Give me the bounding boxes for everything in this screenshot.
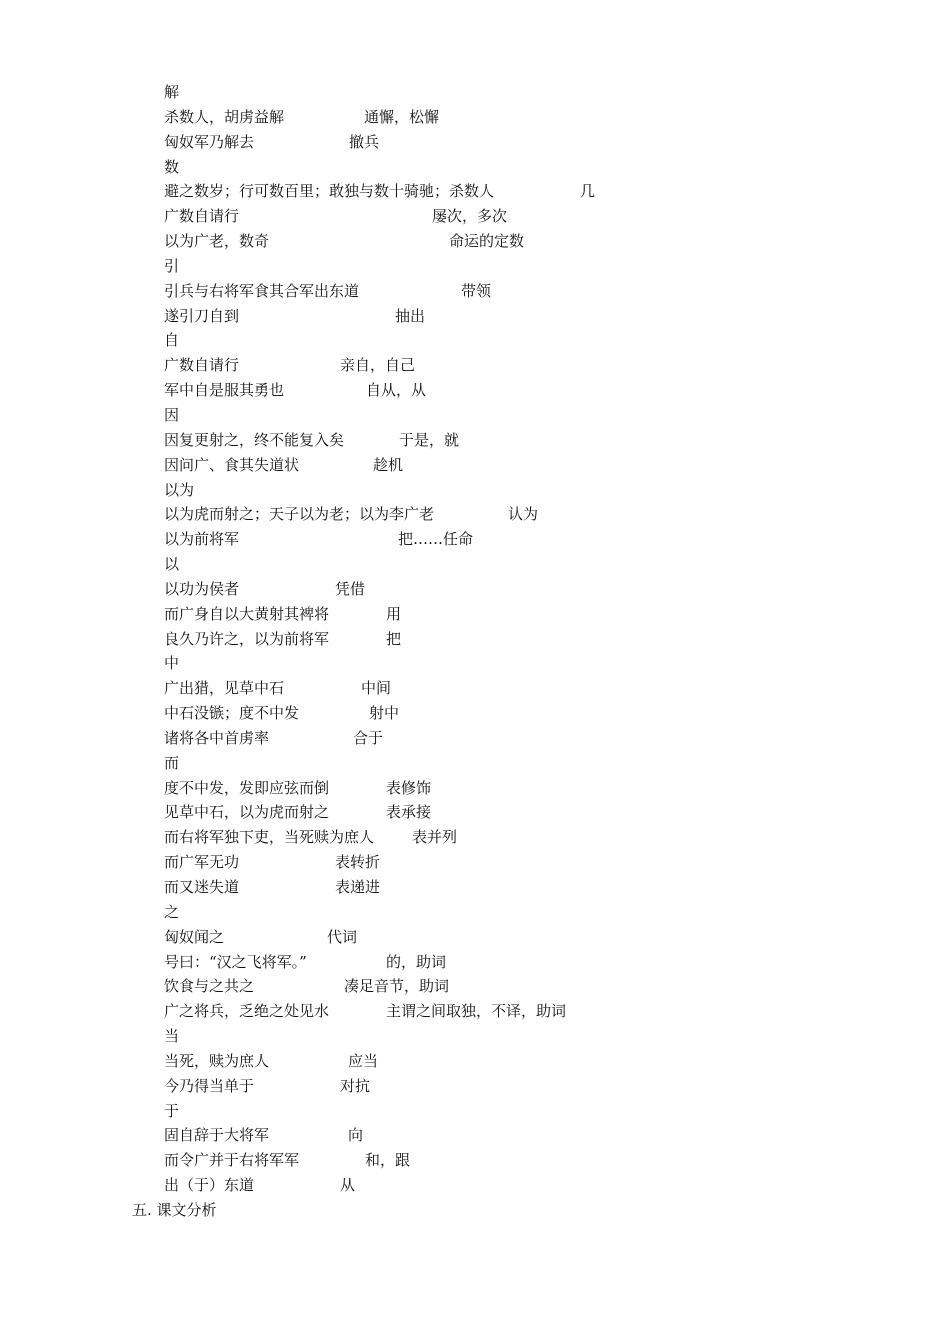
example-sentence: 度不中发，发即应弦而倒: [164, 778, 330, 797]
example-sentence: 诸将各中首虏率: [164, 728, 270, 747]
headword: 以为: [164, 480, 195, 499]
example-sentence: 饮食与之共之: [164, 977, 255, 996]
headword: 当: [164, 1027, 180, 1046]
headword-line: [0, 403, 950, 428]
example-line: [0, 204, 950, 229]
word-meaning: 几: [580, 182, 596, 201]
example-sentence: 良久乃许之，以为前将军: [164, 629, 330, 648]
headword: 而: [164, 753, 180, 772]
example-sentence: 杀数人，胡虏益解: [164, 107, 285, 126]
example-line: [0, 825, 950, 850]
word-meaning: 和，跟: [365, 1151, 411, 1170]
example-line: [0, 502, 950, 527]
example-sentence: 而又迷失道: [164, 878, 240, 896]
headword-line: [0, 651, 950, 676]
headword-line: [0, 254, 950, 279]
word-meaning: 对抗: [340, 1076, 371, 1095]
section-heading: 五. 课文分析: [132, 1200, 217, 1219]
example-line: [0, 279, 950, 304]
headword: 引: [164, 256, 180, 275]
headword: 以: [164, 555, 180, 574]
word-meaning: 表递进: [335, 878, 381, 896]
example-sentence: 广之将兵，乏绝之处见水: [164, 1002, 330, 1021]
word-meaning: 表修饰: [386, 778, 432, 797]
headword-line: [0, 751, 950, 776]
section-heading-line: [0, 1198, 950, 1223]
headword: 自: [164, 331, 180, 350]
example-sentence: 而右将军独下吏，当死赎为庶人: [164, 828, 375, 847]
headword: 之: [164, 902, 180, 921]
headword-line: [0, 478, 950, 503]
example-line: [0, 353, 950, 378]
headword: 于: [164, 1101, 180, 1120]
headword-line: [0, 900, 950, 925]
example-sentence: 以为虎而射之；天子以为老；以为李广老: [164, 505, 435, 524]
word-meaning: 自从，从: [366, 381, 427, 400]
word-meaning: 合于: [353, 728, 384, 747]
example-line: [0, 105, 950, 130]
example-line: [0, 602, 950, 627]
headword-line: [0, 1024, 950, 1049]
example-sentence: 广数自请行: [164, 356, 240, 375]
word-meaning: 主谓之间取独，不译，助词: [386, 1002, 567, 1021]
word-meaning: 凑足音节，助词: [344, 977, 450, 996]
word-meaning: 屡次，多次: [432, 207, 508, 226]
headword: 解: [164, 83, 180, 101]
example-sentence: 遂引刀自到: [164, 306, 240, 325]
word-meaning: 把: [386, 629, 402, 648]
example-line: [0, 726, 950, 751]
example-line: [0, 428, 950, 453]
example-sentence: 而广军无功: [164, 853, 240, 872]
example-sentence: 广出猎，见草中石: [164, 679, 285, 698]
example-line: [0, 378, 950, 403]
word-meaning: 认为: [508, 505, 539, 524]
example-line: [0, 950, 950, 975]
word-meaning: 趁机: [373, 455, 404, 474]
example-line: [0, 701, 950, 726]
word-meaning: 通懈，松懈: [364, 107, 440, 126]
example-line: [0, 676, 950, 701]
example-sentence: 以功为侯者: [164, 579, 240, 598]
headword: 中: [164, 654, 180, 673]
example-sentence: 引兵与右将军食其合军出东道: [164, 281, 360, 300]
example-line: [0, 130, 950, 155]
word-meaning: 凭借: [335, 579, 366, 598]
example-line: [0, 627, 950, 652]
example-sentence: 避之数岁；行可数百里；敢独与数十骑驰；杀数人: [164, 182, 495, 201]
example-line: [0, 229, 950, 254]
example-sentence: 以为前将军: [164, 530, 240, 549]
headword-line: [0, 80, 950, 105]
example-sentence: 当死，赎为庶人: [164, 1051, 270, 1070]
example-sentence: 广数自请行: [164, 207, 240, 226]
example-sentence: 见草中石，以为虎而射之: [164, 803, 330, 822]
headword-line: [0, 1099, 950, 1124]
word-meaning: 表承接: [386, 803, 432, 822]
example-line: [0, 453, 950, 478]
word-meaning: 抽出: [395, 306, 426, 325]
example-line: [0, 179, 950, 204]
word-meaning: 代词: [327, 927, 358, 946]
document-body: [0, 80, 950, 1223]
word-meaning: 于是，就: [399, 430, 460, 449]
headword: 因: [164, 405, 180, 424]
word-meaning: 的，助词: [386, 952, 447, 971]
word-meaning: 应当: [348, 1051, 379, 1070]
example-line: [0, 304, 950, 329]
example-sentence: 号曰：“汉之飞将军。”: [164, 952, 307, 971]
example-line: [0, 1049, 950, 1074]
word-meaning: 表并列: [412, 828, 458, 847]
word-meaning: 中间: [361, 679, 392, 698]
headword-line: [0, 155, 950, 180]
headword: 数: [164, 157, 180, 176]
example-sentence: 而广身自以大黄射其裨将: [164, 604, 330, 623]
word-meaning: 用: [386, 604, 402, 623]
example-sentence: 中石没镞；度不中发: [164, 704, 300, 723]
word-meaning: 向: [348, 1126, 364, 1145]
word-meaning: 亲自，自己: [340, 356, 416, 375]
example-sentence: 因问广、食其失道状: [164, 455, 300, 474]
example-line: [0, 999, 950, 1024]
example-sentence: 今乃得当单于: [164, 1076, 255, 1095]
example-sentence: 而令广并于右将军军: [164, 1151, 300, 1170]
word-meaning: 从: [340, 1176, 356, 1195]
example-sentence: 匈奴闻之: [164, 927, 225, 946]
example-sentence: 固自辞于大将军: [164, 1126, 270, 1145]
example-sentence: 出（于）东道: [164, 1176, 255, 1195]
word-meaning: 把……任命: [398, 530, 474, 549]
example-line: [0, 1173, 950, 1198]
example-line: [0, 850, 950, 875]
example-line: [0, 800, 950, 825]
example-line: [0, 875, 950, 900]
word-meaning: 表转折: [335, 853, 381, 872]
example-sentence: 因复更射之，终不能复入矣: [164, 430, 345, 449]
example-line: [0, 1123, 950, 1148]
example-sentence: 军中自是服其勇也: [164, 381, 285, 400]
headword-line: [0, 328, 950, 353]
example-line: [0, 974, 950, 999]
word-meaning: 撤兵: [349, 132, 380, 151]
example-sentence: 匈奴军乃解去: [164, 132, 255, 151]
example-line: [0, 577, 950, 602]
word-meaning: 射中: [369, 704, 400, 723]
example-line: [0, 776, 950, 801]
example-line: [0, 925, 950, 950]
example-line: [0, 527, 950, 552]
example-sentence: 以为广老，数奇: [164, 232, 270, 251]
word-meaning: 命运的定数: [449, 232, 525, 251]
word-meaning: 带领: [461, 281, 492, 300]
example-line: [0, 1148, 950, 1173]
headword-line: [0, 552, 950, 577]
example-line: [0, 1074, 950, 1099]
